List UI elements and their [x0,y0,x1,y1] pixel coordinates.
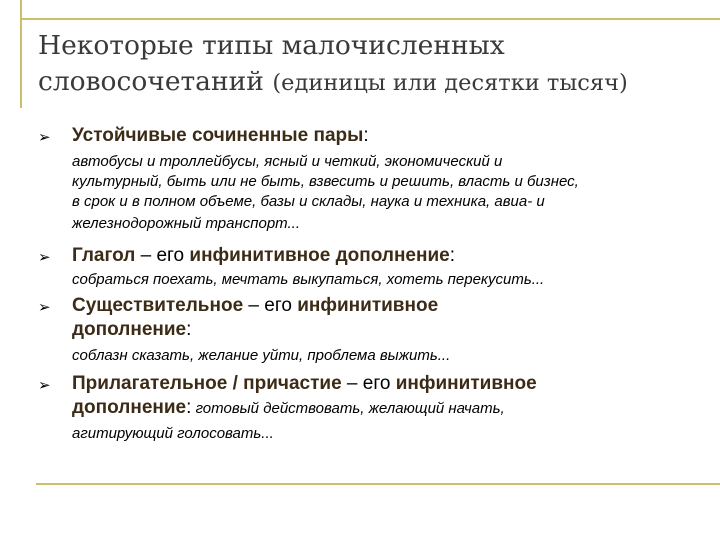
item-3-bold-3: дополнение [72,319,187,340]
title-parenthetical: (единицы или десятки тысяч) [272,70,628,96]
item-4-examples [72,424,712,444]
item-1-tail: : [363,125,369,146]
item-3-tail: : [186,319,192,340]
arrowhead-bullet-icon: ➢ [38,377,51,394]
item-3-line-1: соблазн сказать, желание уйти, проблема выжить... [72,347,451,364]
item-1-examples [72,152,712,234]
item-4-tail: : [186,397,192,418]
item-1-line-4: железнодорожный транспорт... [72,215,301,232]
title-line1: Некоторые типы малочисленных [38,30,505,61]
item-4-heading [72,372,712,421]
item-1-line-3: в срок и в полном объеме, базы и склады, наука и техника, авиа- и [72,193,545,210]
item-4-mid: – его [341,373,396,394]
item-3-bold-2: инфинитивное [297,295,439,316]
arrowhead-bullet-icon: ➢ [38,299,51,316]
item-3-heading [72,294,712,342]
item-4-bold-1: Прилагательное / причастие [72,373,342,394]
item-2-heading [72,244,712,268]
arrowhead-bullet-icon: ➢ [38,249,51,266]
item-3-bold-1: Существительное [72,295,244,316]
item-4-bold-3: дополнение [72,397,187,418]
item-2-examples [72,270,712,290]
item-4-bold-2: инфинитивное [395,373,537,394]
item-2-line-1: собраться поехать, мечтать выкупаться, хотеть перекусить... [72,271,545,288]
item-3-examples [72,346,712,366]
arrowhead-bullet-icon: ➢ [38,129,51,146]
item-1-line-1: автобусы и троллейбусы, ясный и четкий, экономический и [72,153,503,170]
item-2-mid: – его [135,245,190,266]
item-4-inline-example: готовый действовать, желающий начать, [191,400,505,417]
top-rule [20,18,720,20]
item-3-mid: – его [243,295,298,316]
item-4-line-1: агитирующий голосовать... [72,425,274,442]
item-2-bold-1: Глагол [72,245,136,266]
item-1-line-2: культурный, быть или не быть, взвесить и решить, власть и бизнес, [72,173,579,190]
item-2-tail: : [449,245,455,266]
title-line2: словосочетаний [38,66,264,97]
left-rule [20,0,22,108]
item-2-bold-2: инфинитивное дополнение [189,245,450,266]
item-1-heading [72,124,712,148]
slide-title [38,28,708,101]
bottom-rule [36,483,720,485]
item-1-bold: Устойчивые сочиненные пары [72,125,364,146]
